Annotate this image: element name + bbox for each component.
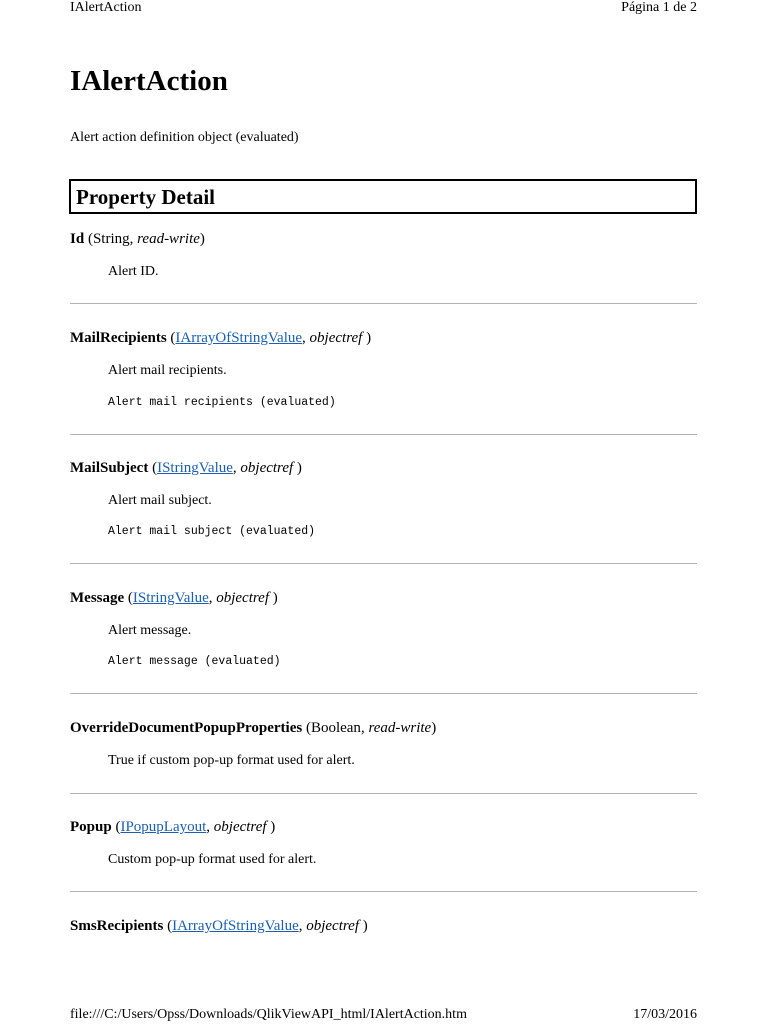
divider bbox=[70, 434, 697, 435]
property-signature: MailRecipients (IArrayOfStringValue, objectref ) bbox=[70, 330, 372, 346]
property-access-mode: objectref bbox=[213, 819, 267, 835]
property-description: True if custom pop-up format used for alert. bbox=[108, 753, 355, 768]
property-smsrecipients bbox=[70, 917, 697, 935]
property-access-mode: objectref bbox=[309, 330, 363, 346]
property-code-note: Alert message (evaluated) bbox=[108, 655, 281, 668]
property-mailrecipients bbox=[70, 329, 697, 409]
property-name: MailRecipients bbox=[70, 330, 167, 346]
property-name: MailSubject bbox=[70, 460, 149, 476]
property-description: Alert mail subject. bbox=[108, 493, 212, 508]
property-description: Custom pop-up format used for alert. bbox=[108, 852, 317, 867]
print-footer-file-path: file:///C:/Users/Opss/Downloads/QlikViewAPI_html/IAlertAction.htm bbox=[70, 1007, 467, 1022]
property-signature: Id (String, read-write) bbox=[70, 231, 205, 247]
property-signature: Popup (IPopupLayout, objectref ) bbox=[70, 819, 276, 835]
page-description: Alert action definition object (evaluated) bbox=[70, 130, 299, 145]
property-name: Popup bbox=[70, 819, 112, 835]
property-access-mode: read-write bbox=[137, 231, 200, 247]
property-name: Message bbox=[70, 590, 125, 606]
section-header-box bbox=[69, 179, 697, 214]
property-access-mode: objectref bbox=[306, 918, 359, 934]
property-access-mode: objectref bbox=[240, 460, 294, 476]
property-type: Boolean bbox=[310, 720, 361, 736]
property-mailsubject bbox=[70, 459, 697, 538]
type-link[interactable]: IStringValue bbox=[132, 590, 209, 606]
property-name: OverrideDocumentPopupProperties bbox=[70, 720, 303, 736]
property-description: Alert mail recipients. bbox=[108, 363, 227, 378]
property-description: Alert ID. bbox=[108, 264, 159, 279]
property-signature: Message (IStringValue, objectref ) bbox=[70, 590, 278, 606]
property-description: Alert message. bbox=[108, 623, 192, 638]
property-id bbox=[70, 230, 697, 279]
property-access-mode: objectref bbox=[216, 590, 269, 606]
print-footer-date: 17/03/2016 bbox=[633, 1007, 697, 1022]
property-signature: MailSubject (IStringValue, objectref ) bbox=[70, 460, 302, 476]
property-access-mode: read-write bbox=[368, 720, 432, 736]
property-code-note: Alert mail recipients (evaluated) bbox=[108, 396, 336, 409]
print-header-title: IAlertAction bbox=[70, 0, 142, 15]
divider bbox=[70, 793, 697, 794]
type-link[interactable]: IArrayOfStringValue bbox=[172, 918, 299, 934]
property-signature: OverrideDocumentPopupProperties (Boolean, read-write) bbox=[70, 720, 437, 736]
property-overridedocumentpopupproperties bbox=[70, 719, 697, 768]
property-code-note: Alert mail subject (evaluated) bbox=[108, 525, 316, 538]
property-type: String bbox=[92, 231, 130, 247]
divider bbox=[70, 563, 697, 564]
property-popup bbox=[70, 818, 697, 867]
type-link[interactable]: IPopupLayout bbox=[120, 819, 207, 835]
print-header-page-number: Página 1 de 2 bbox=[621, 0, 697, 15]
property-name: SmsRecipients bbox=[70, 918, 164, 934]
divider bbox=[70, 693, 697, 694]
page-title: IAlertAction bbox=[70, 65, 228, 97]
property-name: Id bbox=[70, 231, 85, 247]
divider bbox=[70, 891, 697, 892]
property-message bbox=[70, 589, 697, 668]
section-title: Property Detail bbox=[76, 185, 215, 209]
divider bbox=[70, 303, 697, 304]
type-link[interactable]: IStringValue bbox=[157, 460, 233, 476]
property-signature: SmsRecipients (IArrayOfStringValue, objectref ) bbox=[70, 918, 368, 934]
type-link[interactable]: IArrayOfStringValue bbox=[175, 330, 303, 346]
